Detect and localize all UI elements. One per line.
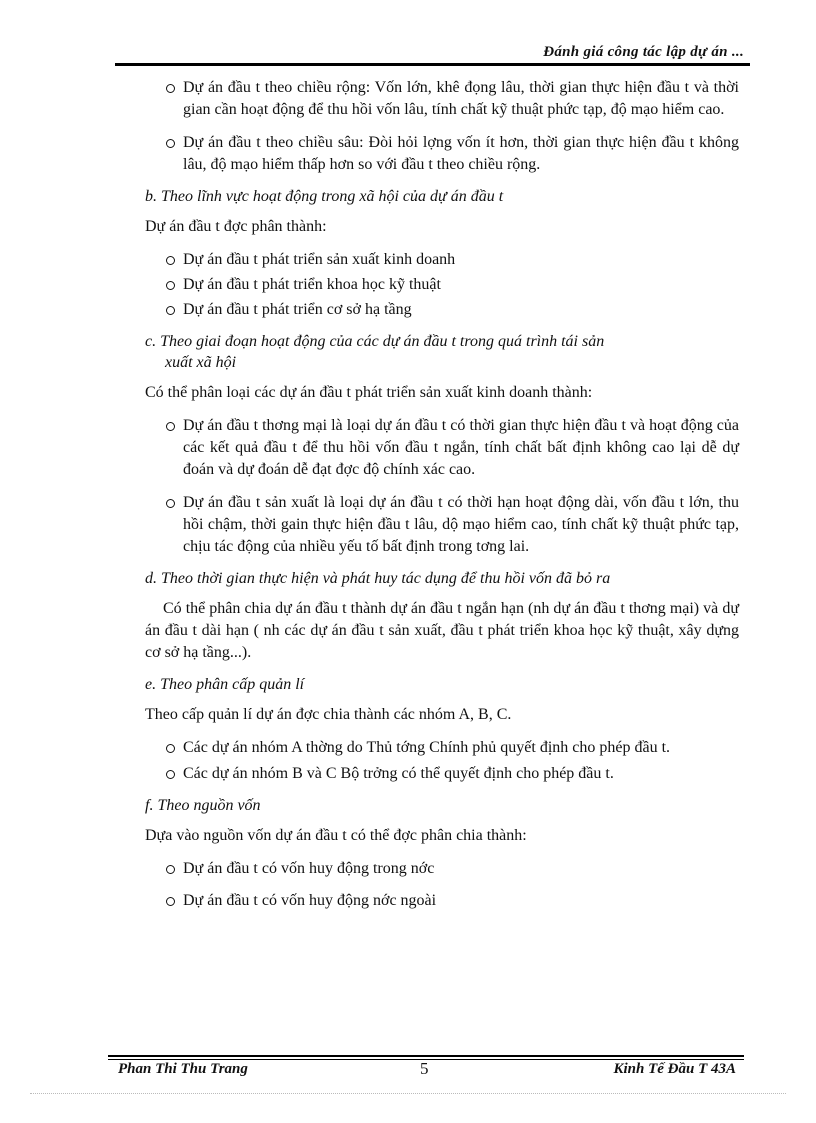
page-body (145, 70, 739, 912)
bullet-circle-icon (166, 897, 175, 906)
list-item-text: Dự án đầu t phát triển cơ sở hạ tầng (183, 301, 412, 318)
footer-class: Kinh Tế Đầu T 43A (613, 1061, 736, 1077)
bullet-circle-icon (166, 306, 175, 315)
page-bottom-dotted-rule (30, 1093, 786, 1094)
section-heading-c: c. Theo giai đoạn hoạt động của các dự án đầu t trong quá trình tái sản (145, 333, 605, 350)
list-item-text: Dự án đầu t theo chiều rộng: Vốn lớn, khê đọng lâu, thời gian thực hiện đầu t và thời gian cần hoạt động để thu hồi vốn lâu, tính chất kỹ thuật phức tạp, độ mạo hiểm cao. (183, 79, 739, 118)
section-heading-e: e. Theo phân cấp quản lí (145, 676, 305, 693)
list-item-text: Dự án đầu t phát triển sản xuất kinh doanh (183, 251, 456, 268)
list-item-text: Các dự án nhóm B và C Bộ trởng có thể quyết định cho phép đầu t. (183, 765, 614, 782)
paragraph: Có thể phân chia dự án đầu t thành dự án đầu t ngắn hạn (nh dự án đầu t thơng mại) và dự án đầu t dài hạn ( nh các dự án đầu t sản xuất, đầu t phát triển khoa học kỹ thuật, xây dựng cơ sở hạ tầng...). (145, 600, 739, 661)
bullet-circle-icon (166, 281, 175, 290)
list-item (145, 763, 739, 785)
bullet-circle-icon (166, 865, 175, 874)
list-item (145, 77, 739, 121)
page-header-title: Đánh giá công tác lập dự án ... (543, 44, 744, 60)
section-heading-b: b. Theo lĩnh vực hoạt động trong xã hội của dự án đầu t (145, 188, 504, 205)
page-number: 5 (420, 1059, 429, 1078)
paragraph: Theo cấp quản lí dự án đợc chia thành các nhóm A, B, C. (145, 706, 512, 723)
list-item-text: Dự án đầu t thơng mại là loại dự án đầu t có thời gian thực hiện đầu t và hoạt động của các kết quả đầu t để thu hồi vốn đầu t ngắn, tính chất bất định không cao lại dễ dự đoán và dự đoán dễ đạt đợc độ chính xác cao. (183, 417, 739, 478)
list-item-text: Dự án đầu t có vốn huy động nớc ngoài (183, 892, 437, 909)
bullet-circle-icon (166, 499, 175, 508)
list-item (145, 299, 739, 321)
footer-author: Phan Thi Thu Trang (118, 1061, 248, 1077)
bullet-circle-icon (166, 139, 175, 148)
bullet-circle-icon (166, 84, 175, 93)
list-item-text: Dự án đầu t phát triển khoa học kỹ thuật (183, 276, 441, 293)
list-item (145, 890, 739, 912)
bullet-circle-icon (166, 256, 175, 265)
list-item-text: Các dự án nhóm A thờng do Thủ tớng Chính phủ quyết định cho phép đầu t. (183, 739, 671, 756)
list-item (145, 249, 739, 271)
list-item (145, 274, 739, 296)
list-item-text: Dự án đầu t có vốn huy động trong nớc (183, 860, 435, 877)
header-rule (115, 63, 750, 66)
bullet-circle-icon (166, 744, 175, 753)
section-heading-c-cont: xuất xã hội (165, 354, 237, 371)
list-item-text: Dự án đầu t sản xuất là loại dự án đầu t có thời hạn hoạt động dài, vốn đầu t lớn, thu hồi chậm, thời gain thực hiện đầu t lâu, dộ mạo hiểm cao, tính chất kỹ thuật phức tạp, chịu tác động của nhiều yếu tố bất định trong tơng lai. (183, 494, 739, 555)
list-item (145, 858, 739, 880)
list-item (145, 737, 739, 759)
bullet-circle-icon (166, 422, 175, 431)
bullet-circle-icon (166, 770, 175, 779)
paragraph: Dựa vào nguồn vốn dự án đầu t có thể đợc phân chia thành: (145, 827, 527, 844)
footer-rule (108, 1055, 744, 1057)
list-item-text: Dự án đầu t theo chiều sâu: Đòi hỏi lợng vốn ít hơn, thời gian thực hiện đầu t không lâu, độ mạo hiểm thấp hơn so với đầu t theo chiều rộng. (183, 134, 739, 173)
section-heading-f: f. Theo nguồn vốn (145, 797, 261, 814)
list-item (145, 415, 739, 481)
list-item (145, 132, 739, 176)
section-heading-d: d. Theo thời gian thực hiện và phát huy tác dụng để thu hồi vốn đã bỏ ra (145, 570, 611, 587)
list-item (145, 492, 739, 558)
paragraph: Có thể phân loại các dự án đầu t phát triển sản xuất kinh doanh thành: (145, 384, 593, 401)
paragraph: Dự án đầu t đợc phân thành: (145, 218, 327, 235)
